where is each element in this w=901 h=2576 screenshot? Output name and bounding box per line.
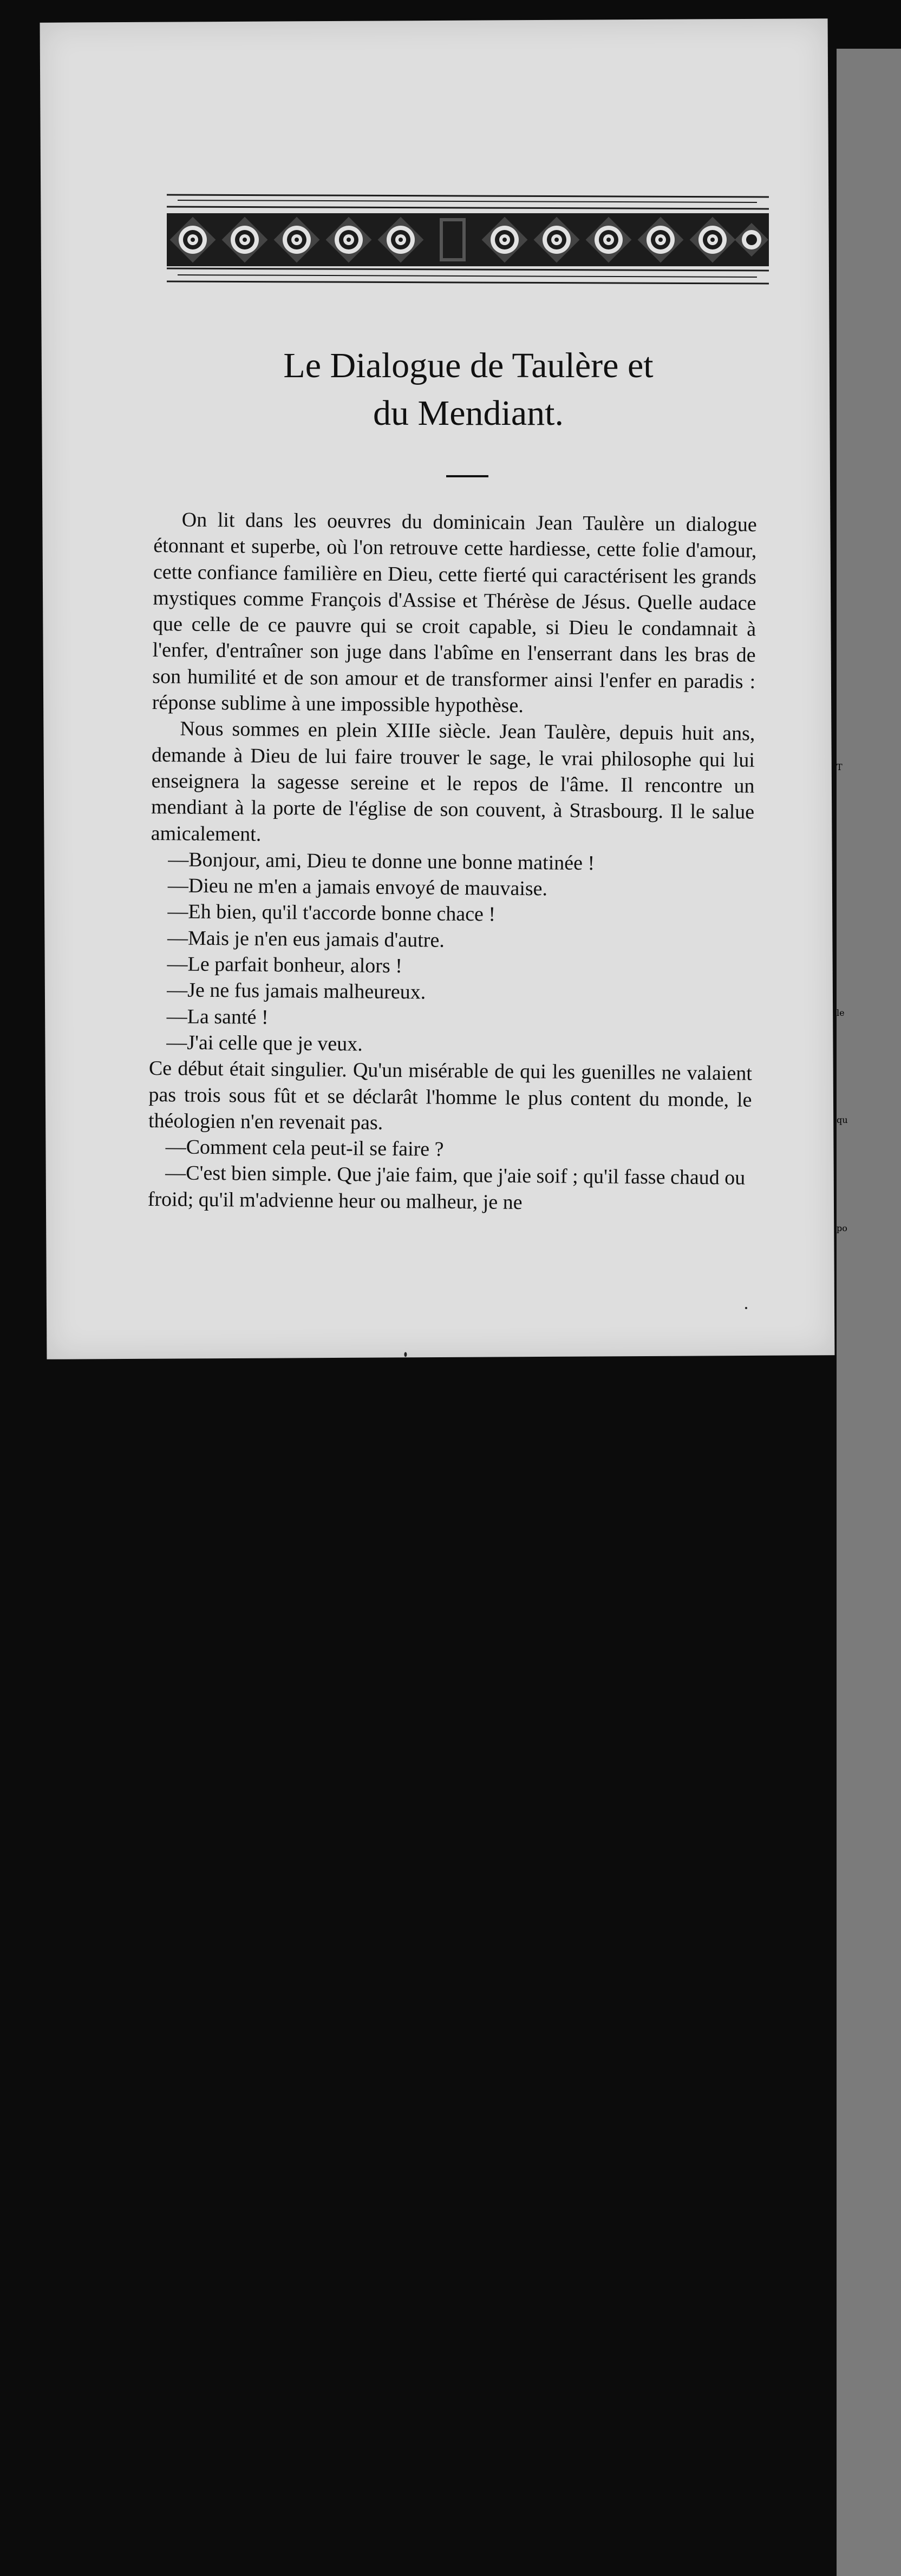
dialogue-line: —Mais je n'en eus jamais d'autre. (167, 926, 445, 952)
title-line-2: du Mendiant. (373, 393, 564, 433)
dialogue-line: —C'est bien simple. Que j'aie faim, que j'aie soif ; qu'il fasse chaud ou froid; qu'il m'advienne heur ou malheur, je ne (147, 1161, 746, 1214)
facing-page-fragment: T (837, 762, 901, 2115)
title-line-1: Le Dialogue de Taulère et (283, 346, 654, 385)
dialogue-line: —Bonjour, ami, Dieu te donne une bonne matinée ! (168, 848, 595, 875)
paragraph: Ce début était singulier. Qu'un misérable de qui les guenilles ne valaient pas trois sous fût et se déclarât l'homme le plus content du monde, le théologien n'en revenait pas. (148, 1057, 753, 1134)
dialogue-line: —Dieu ne m'en a jamais envoyé de mauvaise. (167, 874, 548, 901)
chapter-title (162, 342, 774, 437)
decorative-header-band (167, 193, 769, 285)
facing-page-fragment: qu (837, 1115, 901, 2468)
title-separator (446, 475, 488, 477)
facing-page-fragment: le (837, 1008, 901, 2361)
dialogue-line: —Comment cela peut-il se faire ? (165, 1135, 444, 1161)
dialogue-line: —Eh bien, qu'il t'accorde bonne chace ! (167, 900, 496, 926)
paragraph: Nous sommes en plein XIIIe siècle. Jean Taulère, depuis huit ans, demande à Dieu de lui faire trouver le sage, le vrai philosophe qui lui enseignera la sagesse sereine et le repos de l'âme. Il rencontre un mendiant à la porte de l'église de son couvent, à Strasbourg. Il le salue amicalement. (151, 717, 755, 846)
facing-page-fragment: po (837, 1223, 901, 2576)
dialogue-line: —Le parfait bonheur, alors ! (167, 952, 403, 978)
dialogue-line: —La santé ! (166, 1004, 269, 1029)
dialogue-line: —J'ai celle que je veux. (166, 1031, 363, 1056)
dialogue-line: —Je ne fus jamais malheureux. (167, 978, 426, 1004)
paragraph: On lit dans les oeuvres du dominicain Jean Taulère un dialogue étonnant et superbe, où l'on retrouve cette hardiesse, cette folie d'amour, cette confiance familière en Dieu, cette fierté qui caractérisent les grands mystiques comme François d'Assise et Thérèse de Jésus. Quelle audace que celle de ce pauvre qui se croit capable, si Dieu le condamnait à l'enfer, d'entraîner son juge dans l'abîme en l'enserrant dans les bras de son humilité et de son amour et de transformer ainsi l'enfer en paradis : réponse sublime à une impossible hypothèse. (152, 508, 757, 718)
body-text (148, 507, 757, 1218)
